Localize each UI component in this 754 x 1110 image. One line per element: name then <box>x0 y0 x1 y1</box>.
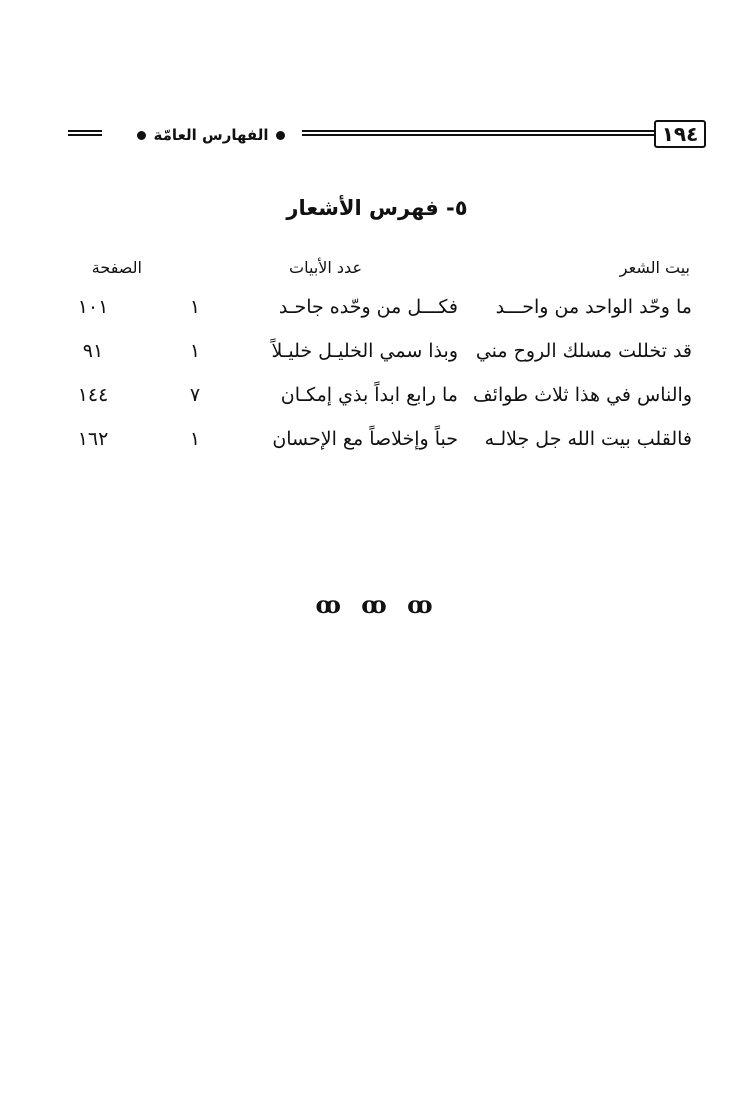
header-short-rule <box>68 130 102 136</box>
bullet-dot-icon <box>137 131 146 140</box>
running-title-group <box>116 122 306 148</box>
column-header-verse: بيت الشعر <box>619 258 690 277</box>
verse-count: ٧ <box>189 384 201 406</box>
verse-count: ١ <box>189 340 201 362</box>
verse-first-hemistich: فالقلب بيت الله جل جلالـه <box>484 428 692 450</box>
header-double-rule <box>302 130 654 136</box>
verse-page: ١٠١ <box>77 296 109 318</box>
bullet-dot-icon <box>276 131 285 140</box>
verse-count: ١ <box>189 296 201 318</box>
verse-first-hemistich: ما وحّد الواحد من واحـــد <box>495 296 692 318</box>
verse-second-hemistich: حباً وإخلاصاً مع الإحسان <box>272 428 458 450</box>
verse-second-hemistich: وبذا سمي الخليـل خليـلاً <box>271 340 458 362</box>
verse-first-hemistich: والناس في هذا ثلاث طوائف <box>473 384 692 406</box>
column-header-page: الصفحة <box>91 258 142 277</box>
section-title: ٥- فهرس الأشعار <box>286 196 468 220</box>
verse-page: ٩١ <box>82 340 104 362</box>
page-number: ١٩٤ <box>654 120 706 148</box>
verse-page: ١٤٤ <box>77 384 109 406</box>
running-header <box>62 118 710 152</box>
verse-page: ١٦٢ <box>77 428 109 450</box>
end-ornament: ꝏ ꝏ ꝏ <box>315 590 439 619</box>
running-title: الفهارس العامّة <box>153 126 269 144</box>
verse-second-hemistich: فكـــل من وحّده جاحـد <box>278 296 458 318</box>
verse-second-hemistich: ما رابع ابداً بذي إمكـان <box>280 384 458 406</box>
column-header-count: عدد الأبيات <box>289 258 362 277</box>
verse-first-hemistich: قد تخللت مسلك الروح مني <box>475 340 692 362</box>
verse-count: ١ <box>189 428 201 450</box>
